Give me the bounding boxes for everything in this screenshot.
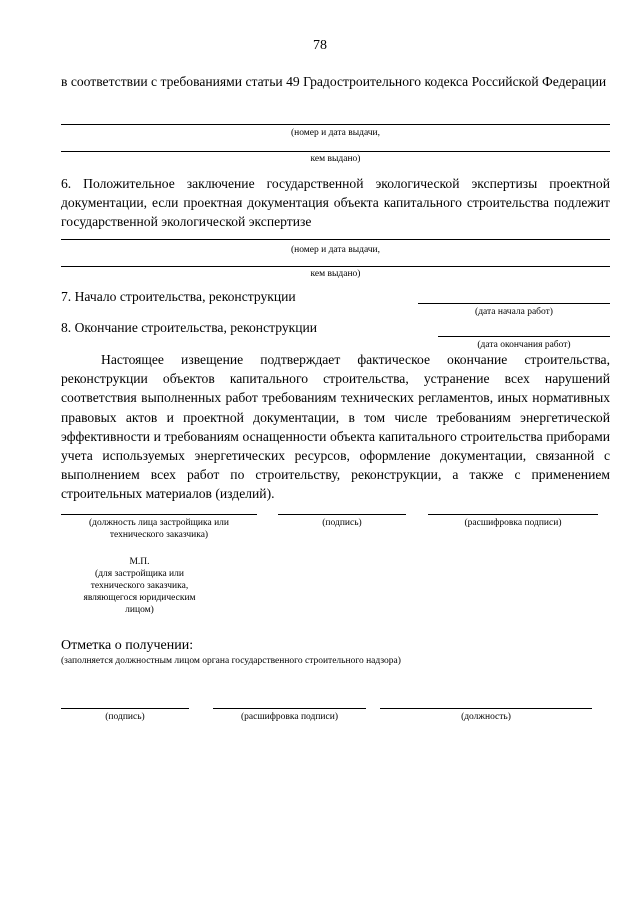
page-number: 78 [313,38,327,53]
item6-text: 6. Положительное заключение государственной экологической экспертизы проектной документации, если проектная документация объекта капитального строительства подлежит государственной экологической экспертизе [61,176,610,230]
item8-text: 8. Окончание строительства, реконструкции [61,320,318,335]
sig-signature-line [278,514,406,515]
receipt-decoding-caption: (расшифровка подписи) [241,712,338,722]
sig-position-line [61,514,257,515]
sig-position-caption: (должность лица застройщика или технического заказчика) [89,518,229,540]
issued-by-line-2 [61,266,610,267]
receipt-decoding-line [213,708,366,709]
notice-text: Настоящее извещение подтверждает фактическое окончание строительства, реконструкции объектов капитального строительства, устранение всех нарушений соответствия выполненных работ требованиям технических регламентов, иных нормативных правовых актов и проектной документации, в том числе требованиям энергетической эффективности и требованиям оснащенности объекта капитального строительства приборами учета используемых энергетических ресурсов, оформление документации, связанной с выполнением всех работ по строительству, реконструкции, а также с применением строительных материалов (изделий). [61,352,610,502]
item7-text: 7. Начало строительства, реконструкции [61,289,296,304]
issued-by-caption-1: кем выдано) [310,154,361,164]
receipt-signature-caption: (подпись) [105,712,145,722]
issued-by-line-1 [61,151,610,152]
sig-decoding-caption: (расшифровка подписи) [464,518,562,528]
receipt-signature-line [61,708,189,709]
sig-signature-caption: (подпись) [322,518,362,528]
end-date-line [438,336,610,337]
receipt-position-caption: (должность) [461,712,511,722]
receipt-note: (заполняется должностным лицом органа государственного строительного надзора) [61,656,401,666]
start-date-caption: (дата начала работ) [475,307,553,317]
receipt-title: Отметка о получении: [61,638,194,653]
intro-text: в соответствии с требованиями статьи 49 Градостроительного кодекса Российской Федерации [61,74,607,89]
number-date-caption-1: (номер и дата выдачи, [290,128,381,138]
number-date-line-2 [61,239,610,240]
start-date-line [418,303,610,304]
sig-decoding-line [428,514,598,515]
receipt-position-line [380,708,592,709]
number-date-caption-2: (номер и дата выдачи, [290,245,381,255]
number-date-line-1 [61,124,610,125]
end-date-caption: (дата окончания работ) [477,340,571,350]
issued-by-caption-2: кем выдано) [310,269,361,279]
stamp-caption: М.П. (для застройщика или технического заказчика, являющегося юридическим лицом) [83,557,196,615]
